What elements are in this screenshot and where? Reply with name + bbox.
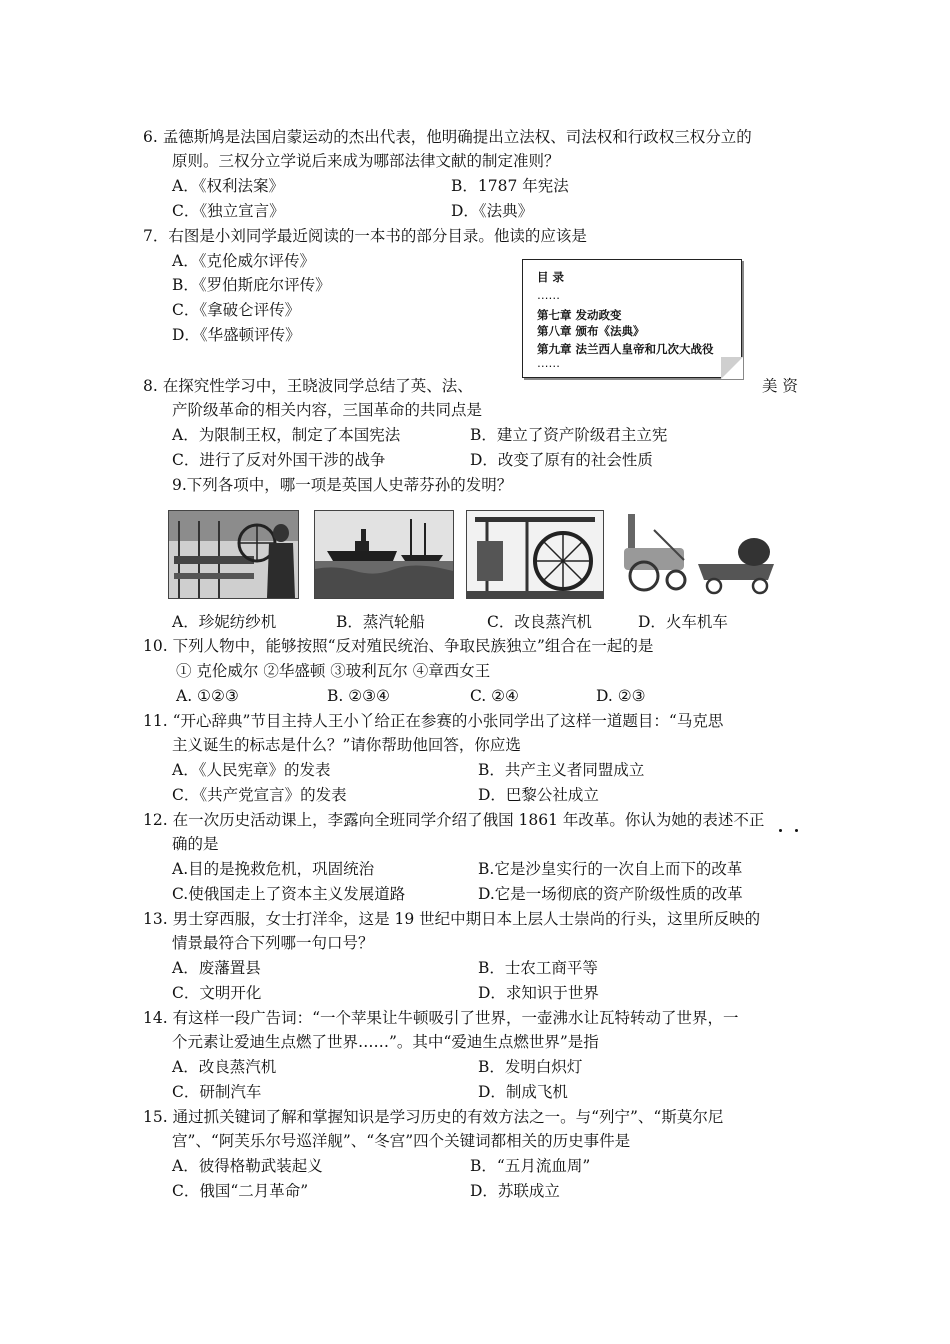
question-9-option-c: C．改良蒸汽机 xyxy=(487,613,592,631)
toc-chapter-9: 第九章 法兰西人皇帝和几次大战役 xyxy=(537,342,714,356)
question-15-stem: 15. 通过抓关键词了解和掌握知识是学习历史的有效方法之一。与“列宁”、“斯莫尔尼 xyxy=(143,1108,724,1126)
question-6-option-c: C．《独立宣言》 xyxy=(172,202,285,220)
question-7-option-d: D．《华盛顿评传》 xyxy=(172,326,301,344)
question-8-option-a: A．为限制王权，制定了本国宪法 xyxy=(172,426,401,444)
page-curl xyxy=(721,357,743,379)
question-8-stem: 8. 在探究性学习中，王晓波同学总结了英、法、 xyxy=(143,377,473,395)
table-of-contents-note xyxy=(522,259,742,378)
question-15-option-b: B．“五月流血周” xyxy=(470,1157,591,1175)
question-14-option-b: B．发明白炽灯 xyxy=(478,1058,583,1076)
question-12-option-b: B.它是沙皇实行的一次自上而下的改革 xyxy=(478,860,743,878)
question-13-option-b: B．士农工商平等 xyxy=(478,959,598,977)
question-13-stem-cont: 情景最符合下列哪一句口号？ xyxy=(172,934,374,952)
emphasis-dot xyxy=(795,829,798,832)
question-12-stem-cont: 确的是 xyxy=(172,835,219,853)
question-11-option-d: D．巴黎公社成立 xyxy=(478,786,599,804)
question-12-stem: 12. 在一次历史活动课上，李露向全班同学介绍了俄国 1861 年改革。你认为她的表述不正 xyxy=(143,811,765,829)
steamship-image xyxy=(314,510,454,599)
question-13-option-d: D．求知识于世界 xyxy=(478,984,599,1002)
question-11-stem-cont: 主义诞生的标志是什么？”请你帮助他回答，你应选 xyxy=(172,736,521,754)
toc-chapter-7: 第七章 发动政变 xyxy=(537,308,622,322)
question-13-option-c: C．文明开化 xyxy=(172,984,262,1002)
question-10-items: ① 克伦威尔 ②华盛顿 ③玻利瓦尔 ④章西女王 xyxy=(176,662,491,680)
question-11-stem: 11. “开心辞典”节目主持人王小丫给正在参赛的小张同学出了这样一道题目：“马克思 xyxy=(143,712,724,730)
question-6-stem-cont: 原则。三权分立学说后来成为哪部法律文献的制定准则？ xyxy=(172,152,560,170)
question-8-stem-end: 美 资 xyxy=(762,377,798,395)
question-6-option-d: D．《法典》 xyxy=(451,202,534,220)
question-8-option-b: B．建立了资产阶级君主立宪 xyxy=(470,426,668,444)
toc-ellipsis-top: …… xyxy=(537,288,560,302)
question-14-stem: 14. 有这样一段广告词：“一个苹果让牛顿吸引了世界，一壶沸水让瓦特转动了世界，一 xyxy=(143,1009,739,1027)
question-6-option-a: A．《权利法案》 xyxy=(172,177,284,195)
question-9-stem: 9.下列各项中，哪一项是英国人史蒂芬孙的发明？ xyxy=(172,476,513,494)
question-15-option-a: A．彼得格勒武装起义 xyxy=(172,1157,323,1175)
question-15-option-d: D．苏联成立 xyxy=(470,1182,560,1200)
question-7-option-c: C．《拿破仑评传》 xyxy=(172,301,301,319)
question-10-option-d: D. ②③ xyxy=(596,687,646,705)
question-7-option-a: A．《克伦威尔评传》 xyxy=(172,252,315,270)
question-14-option-c: C．研制汽车 xyxy=(172,1083,262,1101)
question-10-stem: 10. 下列人物中，能够按照“反对殖民统治、争取民族独立”组合在一起的是 xyxy=(143,637,654,655)
toc-title: 目 录 xyxy=(537,270,565,284)
question-10-option-b: B. ②③④ xyxy=(327,687,390,705)
steam-engine-image xyxy=(466,510,604,599)
question-13-option-a: A．废藩置县 xyxy=(172,959,261,977)
question-12-option-c: C.使俄国走上了资本主义发展道路 xyxy=(172,885,406,903)
question-8-stem-cont: 产阶级革命的相关内容，三国革命的共同点是 xyxy=(172,401,483,419)
question-9-option-b: B．蒸汽轮船 xyxy=(336,613,425,631)
question-7-option-b: B．《罗伯斯庇尔评传》 xyxy=(172,276,331,294)
toc-chapter-8: 第八章 颁布《法典》 xyxy=(537,324,645,338)
question-15-stem-cont: 宫”、“阿芙乐尔号巡洋舰”、“冬宫”四个关键词都相关的历史事件是 xyxy=(172,1132,631,1150)
question-11-option-a: A．《人民宪章》的发表 xyxy=(172,761,331,779)
question-14-option-a: A．改良蒸汽机 xyxy=(172,1058,277,1076)
toc-ellipsis-bottom: …… xyxy=(537,356,560,370)
question-7-stem: 7．右图是小刘同学最近阅读的一本书的部分目录。他读的应该是 xyxy=(143,227,587,245)
locomotive-image xyxy=(614,510,780,597)
question-10-option-a: A. ①②③ xyxy=(176,687,239,705)
question-12-option-d: D.它是一场彻底的资产阶级性质的改革 xyxy=(478,885,743,903)
question-11-option-b: B．共产主义者同盟成立 xyxy=(478,761,645,779)
question-8-option-d: D．改变了原有的社会性质 xyxy=(470,451,653,469)
question-9-option-a: A．珍妮纺纱机 xyxy=(172,613,277,631)
question-13-stem: 13. 男士穿西服，女士打洋伞，这是 19 世纪中期日本上层人士崇尚的行头，这里所反映的 xyxy=(143,910,761,928)
question-15-option-c: C．俄国“二月革命” xyxy=(172,1182,309,1200)
question-6-option-b: B．1787 年宪法 xyxy=(451,177,569,195)
question-12-option-a: A.目的是挽救危机，巩固统治 xyxy=(172,860,375,878)
question-10-option-c: C. ②④ xyxy=(470,687,519,705)
question-8-option-c: C．进行了反对外国干涉的战争 xyxy=(172,451,386,469)
question-14-option-d: D．制成飞机 xyxy=(478,1083,568,1101)
emphasis-dot xyxy=(779,829,782,832)
question-6-stem: 6. 孟德斯鸠是法国启蒙运动的杰出代表，他明确提出立法权、司法权和行政权三权分立的 xyxy=(143,128,752,146)
question-11-option-c: C．《共产党宣言》的发表 xyxy=(172,786,347,804)
question-9-option-d: D．火车机车 xyxy=(638,613,728,631)
question-14-stem-cont: 个元素让爱迪生点燃了世界……”。其中“爱迪生点燃世界”是指 xyxy=(172,1033,599,1051)
spinning-jenny-image xyxy=(168,510,299,599)
